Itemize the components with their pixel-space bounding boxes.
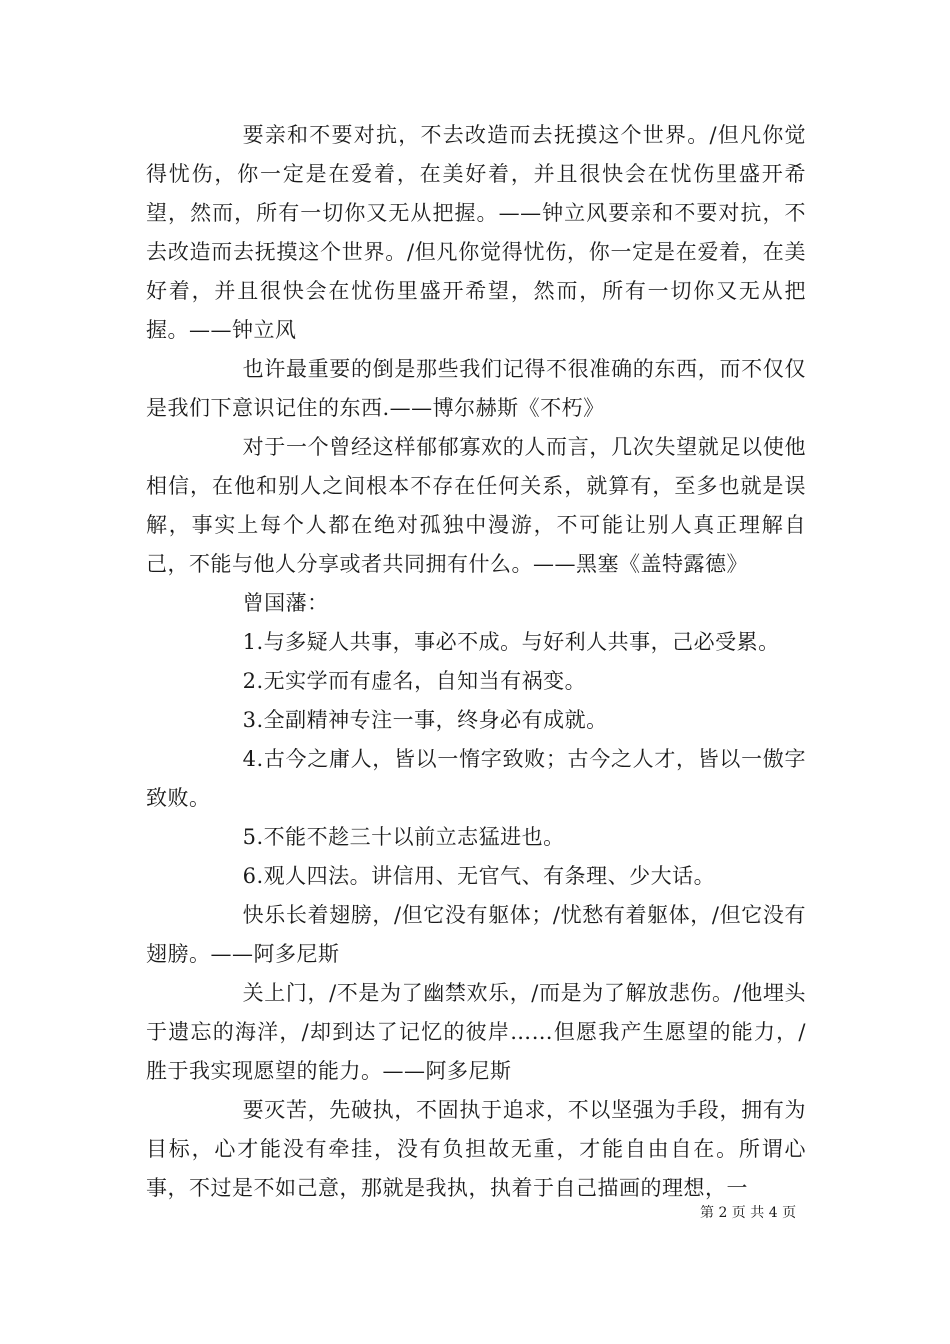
page-number: 第 2 页 共 4 页 <box>700 1205 797 1221</box>
paragraph-borges: 也许最重要的倒是那些我们记得不很准确的东西，而不仅仅是我们下意识记住的东西.——博尔赫斯《不朽》 <box>146 357 806 420</box>
list-item-zeng-5: 5.不能不趁三十以前立志猛进也。 <box>242 825 565 849</box>
list-item-zeng-6: 6.观人四法。讲信用、无官气、有条理、少大话。 <box>242 864 716 888</box>
paragraph-zhong-lifeng: 要亲和不要对抗，不去改造而去抚摸这个世界。/但凡你觉得忧伤，你一定是在爱着，在美好着，并且很快会在忧伤里盛开希望，然而，所有一切你又无从把握。——钟立风要亲和不要对抗，不去改造而去抚摸这个世界。/但凡你觉得忧伤，你一定是在爱着，在美好着，并且很快会在忧伤里盛开希望，然而，所有一切你又无从把握。——钟立风 <box>146 123 806 342</box>
list-item-zeng-1: 1.与多疑人共事，事必不成。与好利人共事，己必受累。 <box>242 630 780 654</box>
paragraph-buddhist: 要灭苦，先破执，不固执于追求，不以坚强为手段，拥有为目标，心才能没有牵挂，没有负担故无重，才能自由自在。所谓心事，不过是不如己意，那就是我执，执着于自己描画的理想，一 <box>146 1098 806 1200</box>
list-item-zeng-4: 4.古今之庸人，皆以一惰字致败；古今之人才，皆以一傲字致败。 <box>146 747 806 810</box>
paragraph-adonis-2: 关上门，/不是为了幽禁欢乐，/而是为了解放悲伤。/他埋头于遗忘的海洋，/却到达了记忆的彼岸……但愿我产生愿望的能力，/胜于我实现愿望的能力。——阿多尼斯 <box>146 981 806 1083</box>
list-item-zeng-3: 3.全副精神专注一事，终身必有成就。 <box>242 708 608 732</box>
list-item-zeng-2: 2.无实学而有虚名，自知当有祸变。 <box>242 669 587 693</box>
paragraph-zeng-guofan-heading: 曾国藩： <box>242 591 329 615</box>
document-body <box>146 116 806 1208</box>
paragraph-adonis-1: 快乐长着翅膀，/但它没有躯体；/忧愁有着躯体，/但它没有翅膀。——阿多尼斯 <box>146 903 806 966</box>
paragraph-hesse: 对于一个曾经这样郁郁寡欢的人而言，几次失望就足以使他相信，在他和别人之间根本不存在任何关系，就算有，至多也就是误解，事实上每个人都在绝对孤独中漫游，不可能让别人真正理解自己，不能与他人分享或者共同拥有什么。——黑塞《盖特露德》 <box>146 435 806 576</box>
